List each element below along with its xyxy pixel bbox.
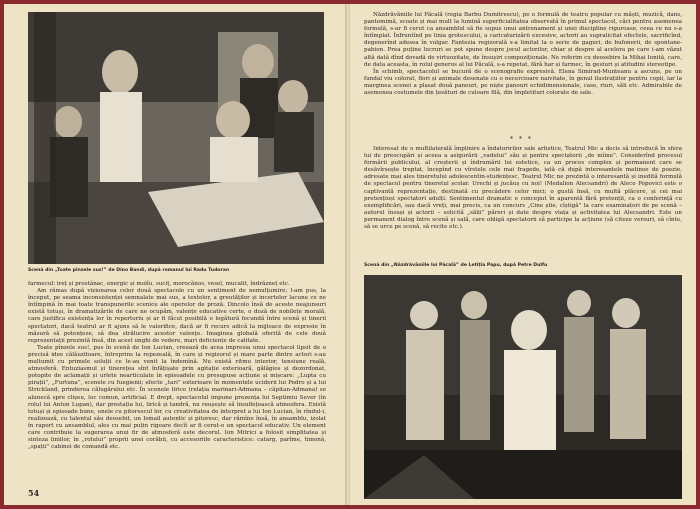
right-body-text-top [364, 12, 682, 97]
paragraph: farmecul: ireț și prostănac, energic și molîu, suciț, morocănos, vesel, mucalit, îndrăzneț etc. [28, 281, 290, 287]
photo-nazdravaniile-lui-pacala [364, 275, 682, 499]
right-body-text-bottom [364, 146, 682, 231]
right-page [350, 4, 696, 505]
left-page [4, 4, 348, 505]
paragraph: În schimb, spectacolul se bucură de o scenografie expresivă. Elena Simirad-Munteanu a ascuns, pe un fundal viu colorat, flori și animale desenate cu o necercioare naivitate, în genul ilustrațiilor pentru copii, iar la marginea scenei a plasat două panouri, pe niște panouri echidimensionale, case, riuri, săli etc. Admirabile de asemenea costumele din țesături de culoare filă, din împletituri colorate de sale. [364, 68, 682, 97]
paragraph: Am rămas după vizionarea celor două spectacole cu un sentiment de nemulțumire; l-am pus, la început, pe seama inconsistenței semnalate mai sus, a textelor, a greutăților și incertelor lacune ce ne întîmpină în mai toate transpunerile scenice ale operelor de proză. Dincolo însă de aceste neajunsuri există totuși, în dramatizările de care ne ocupăm, valențe educative certe, o doză de nobilețe morală, care justifica existența lor în repertoriu și ar fi făcut posibilă o legătură fecundă între scenă și tinerii spectatori, dacă teatrul ar fi ajuns să le valorifice, dacă ar fi recurs adică la mijloace de expresie în măsură să potențeze, să dea strălucire acestor valențe. Imaginea globală oferită de cele două reprezentații prezintă însă, din acest unghi de vedere, mari deficiențe de calitate. [28, 288, 326, 344]
paragraph: Năzdrăvăniile lui Păcală (regia Barbu Dumitrescu), pe o formulă de teatru popular cu măști, muzică, dans, pantomimă, scoate și mai mult la lumină superficialitatea observată în primul spectacol, căci pentru asemenea formulă, s-ar fi cerut ca ansamblul să fie supus unui antrenament și unei discipline riguroase, ceea ce nu s-a întîmplat. Înfruntînd pe linia grotescului, a caricaturizării excesive, actorii au supralicitat efectele, sacrificînd, degenerînd adesea în vulgar. Fantezia regizorală s-a limitat la o serie de gaguri, de bufonerii, de spontane-pabion. Prea puține lucruri se pot spune despre jocul actorilor, chiar și despre al acelora pe care i-am văzut altă dată dînd dovadă de virtuozitate, de însușiri compoziționale. Ne referim cu deosebire la Mihai Ionită, care, de data aceasta, în rolul generos al lui Păcală, s-a repetat, fără har și farmec, în gesturi și atitudini stereotipe. [364, 12, 682, 68]
paragraph: Toate pînzele sus!, pus în scenă de Ion Lucian, creează de acea impresia unui spectacol lipsit de o precisă idee călăuzitoare, întreprins la repezeală, în care și regizorul și mare parte dintre actori s-au multumit cu primele soluții ce le-au venit la îndemînă. Nu există ritmu interior, tensiune reală, atmosferă. Entuziasmul și tinerețea sînt înfățișate prin agitație exterioară, gălăgios și dezordonat, potopite de aclamații și urlete nearticulate în episoadele cu presupuse acțiune și mișcare: „Lupta cu pirații”, „Furtuna”, scenele cu fuegienii; efecte „tari” exterioare în momentele uciderii lui Podro și a lui Strickland, prinderea călugărului etc. În scenele lirice (relația marinari-Admana – căpitan-Admana) se alunecă spre clișeu, loc comun, artificial. E drept, spectacolul impune prezența lui Septimiu Sever (în rolul lui Anton Lupan), dar prestația lui, lirică și tandră, nu reușește să însuflețească atmosfera. Există totuși și episoade bune, unele cu pitorescul lor, cu creativitatea de interpret a lui Ion Lucian, în rîndul-i, realizează, cu talentul său deosebit, un Ismail autentic și pitoresc, dar rămîne însă, în ansamblu, izolat în raport cu ansamblul, ales cu mai puțin rigoare decît ar fi cerut-o un spectacol educativ. Un element care contribuie la sugerarea unui fir de atmosferă este decorul. Ion Mitrici a folosit simplitatea și sinteza liniilor, în „rolului” proprii unei corăbii, cu accesoriile caracteristice: catarg, parîme, timonă, „spații” cabinei de comandă etc. [28, 344, 326, 451]
left-body-text [28, 281, 326, 451]
photo-caption: Scenă din „Năzdrăvăniile lui Păcală” de Letiția Papu, după Petre Dulfu [364, 263, 548, 268]
section-separator: * * * [510, 136, 533, 143]
photo-caption: Scenă din „Toate pînzele sus!” de Dino Bandi, după romanul lui Radu Tudoran [28, 268, 230, 273]
page-number: 54 [28, 488, 40, 498]
photo-toate-panzele-sus [28, 12, 324, 264]
paragraph: Interesat de o multilaterală împlinire a îndatoririlor sale artistice, Teatrul Mic a decis să introducă în sfera lui de preocupări și aceea a asigurării „vadului” său și pentru spectatorii „de mîine”. Considerînd procesul formării publicului, al creșterii și îndrumării lui estetice, ca un proces complex și permanent care se desăvîrșește treptat, începînd cu vîrstele cele mai fragede, iată că după interesantele matinee de poezie, adresate mai ales tineretului adolescentin-studențesc, Teatrul Mic ne prezintă o interesantă și inedită formulă de spectacol pentru tineretul școlar. Urechi și jucăuș cu noi! (Medalion Alecsandri) de Aleco Popovici este o captivantă reprezentație, destinată cu precădere celor mici; o gustă însă, cu multă plăcere, și cei mai pretențioși spectatori adulți. Sentimentul dramatic e conceput în aparentă fără pretenții, ca o conferință cu exemplificări, sau dacă vreți, mai precis, ca un concurs „Cine știe, cîștigă” la care examinatori de pe scenă – autorul însuși și actorii – solicită „sălii” păreri și date despre viața și activitatea lui Alecsandri. Este un permanent dialog între scenă și sală, care obligă spectatorii să participe la acțiune (să citeze versuri, să cînte, să se urce pe scenă, să recite etc.). [364, 146, 682, 231]
